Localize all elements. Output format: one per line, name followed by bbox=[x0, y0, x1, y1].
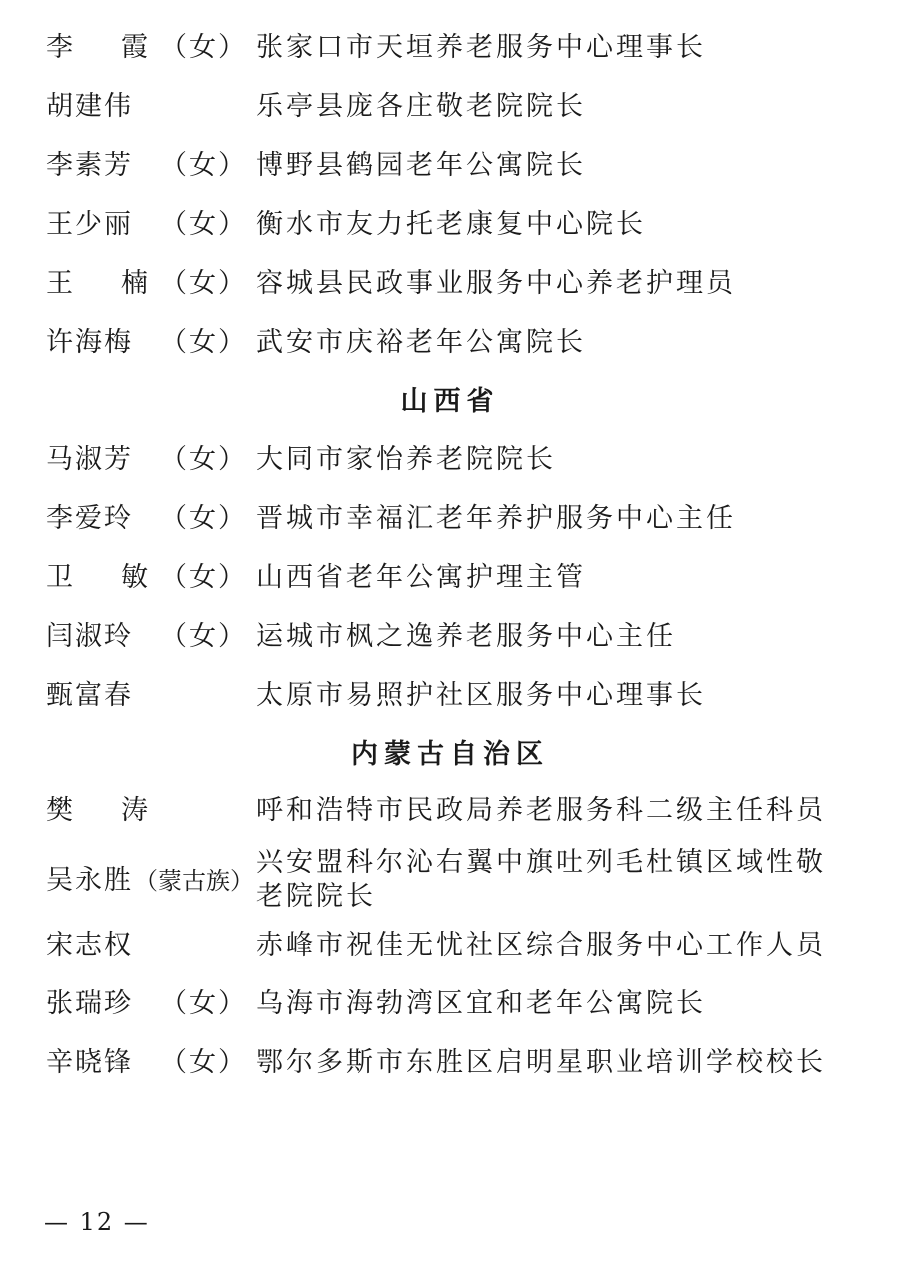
person-title: 晋城市幸福汇老年养护服务中心主任 bbox=[256, 503, 736, 534]
list-item bbox=[0, 556, 900, 600]
person-tag: （蒙古族） bbox=[134, 867, 254, 895]
person-name: 王少丽 bbox=[46, 209, 133, 240]
person-tag: （女） bbox=[160, 32, 247, 63]
person-tag: （女） bbox=[160, 209, 247, 240]
person-name: 胡建伟 bbox=[46, 91, 133, 122]
person-title: 博野县鹤园老年公寓院长 bbox=[256, 150, 586, 181]
person-title: 呼和浩特市民政局养老服务科二级主任科员 bbox=[256, 795, 826, 826]
person-title: 容城县民政事业服务中心养老护理员 bbox=[256, 268, 736, 299]
person-tag: （女） bbox=[160, 268, 247, 299]
list-item bbox=[0, 262, 900, 306]
person-title: 太原市易照护社区服务中心理事长 bbox=[256, 680, 706, 711]
person-name: 樊 涛 bbox=[46, 795, 148, 826]
person-title: 衡水市友力托老康复中心院长 bbox=[256, 209, 646, 240]
list-item bbox=[0, 846, 900, 916]
list-item bbox=[0, 789, 900, 833]
person-name: 马淑芳 bbox=[46, 444, 133, 475]
person-title: 运城市枫之逸养老服务中心主任 bbox=[256, 621, 676, 652]
person-title: 大同市家怡养老院院长 bbox=[256, 444, 556, 475]
list-item bbox=[0, 615, 900, 659]
section-heading: 山西省 bbox=[400, 386, 500, 417]
person-name: 辛晓锋 bbox=[46, 1047, 133, 1078]
person-tag: （女） bbox=[160, 327, 247, 358]
person-name: 李 霞 bbox=[46, 32, 148, 63]
person-title: 赤峰市祝佳无忧社区综合服务中心工作人员 bbox=[256, 930, 826, 961]
list-item bbox=[0, 321, 900, 365]
list-item bbox=[0, 982, 900, 1026]
person-tag: （女） bbox=[160, 621, 247, 652]
person-title: 武安市庆裕老年公寓院长 bbox=[256, 327, 586, 358]
person-tag: （女） bbox=[160, 150, 247, 181]
person-name: 甄富春 bbox=[46, 680, 133, 711]
person-name: 李爱玲 bbox=[46, 503, 133, 534]
list-item bbox=[0, 203, 900, 247]
section-heading: 内蒙古自治区 bbox=[351, 739, 549, 770]
list-item bbox=[0, 26, 900, 70]
list-item bbox=[0, 1041, 900, 1085]
person-tag: （女） bbox=[160, 1047, 247, 1078]
person-tag: （女） bbox=[160, 562, 247, 593]
person-name: 王 楠 bbox=[46, 268, 148, 299]
list-item bbox=[0, 924, 900, 968]
person-name: 宋志权 bbox=[46, 930, 133, 961]
page-number: — 12 — bbox=[44, 1208, 150, 1236]
person-name: 李素芳 bbox=[46, 150, 133, 181]
person-title: 乐亭县庞各庄敬老院院长 bbox=[256, 91, 586, 122]
list-item bbox=[0, 497, 900, 541]
person-title: 兴安盟科尔沁右翼中旗吐列毛杜镇区域性敬老院院长 bbox=[256, 847, 826, 912]
list-item bbox=[0, 85, 900, 129]
person-title: 张家口市天垣养老服务中心理事长 bbox=[256, 32, 706, 63]
person-tag: （女） bbox=[160, 503, 247, 534]
person-name: 闫淑玲 bbox=[46, 621, 133, 652]
person-title: 鄂尔多斯市东胜区启明星职业培训学校校长 bbox=[256, 1047, 826, 1078]
list-item bbox=[0, 438, 900, 482]
list-item bbox=[0, 144, 900, 188]
person-name: 许海梅 bbox=[46, 327, 133, 358]
person-tag: （女） bbox=[160, 444, 247, 475]
person-name: 张瑞珍 bbox=[46, 988, 133, 1019]
person-tag: （女） bbox=[160, 988, 247, 1019]
person-title: 山西省老年公寓护理主管 bbox=[256, 562, 586, 593]
person-name: 卫 敏 bbox=[46, 562, 148, 593]
list-item bbox=[0, 674, 900, 718]
person-name: 吴永胜 bbox=[46, 865, 133, 896]
person-title: 乌海市海勃湾区宜和老年公寓院长 bbox=[256, 988, 706, 1019]
